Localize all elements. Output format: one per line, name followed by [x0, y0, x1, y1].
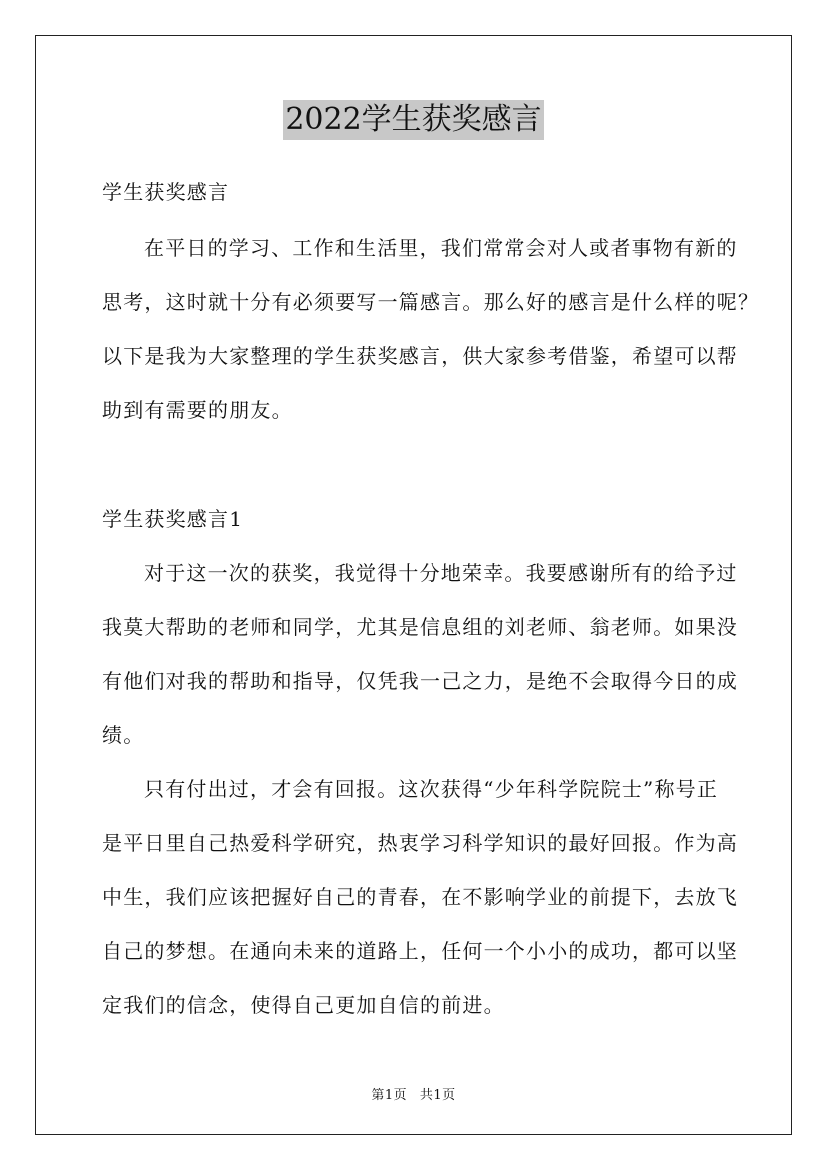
para2-line: 自己的梦想。在通向未来的道路上，任何一个小小的成功，都可以坚: [102, 939, 738, 963]
para1-line: 对于这一次的获奖，我觉得十分地荣幸。我要感谢所有的给予过: [144, 561, 738, 585]
intro-heading: 学生获奖感言: [102, 180, 230, 204]
intro-line: 助到有需要的朋友。: [102, 398, 293, 422]
para2-line: 是平日里自己热爱科学研究，热衷学习科学知识的最好回报。作为高: [102, 831, 738, 855]
para2-line: 只有付出过，才会有回报。这次获得“少年科学院院士”称号正: [144, 777, 719, 801]
section1-heading: 学生获奖感言1: [102, 507, 244, 531]
intro-line: 在平日的学习、工作和生活里，我们常常会对人或者事物有新的: [144, 236, 738, 260]
intro-line: 思考，这时就十分有必须要写一篇感言。那么好的感言是什么样的呢？: [102, 290, 760, 314]
para2-line: 中生，我们应该把握好自己的青春，在不影响学业的前提下，去放飞: [102, 885, 738, 909]
page-footer: [0, 1084, 827, 1103]
intro-line: 以下是我为大家整理的学生获奖感言，供大家参考借鉴，希望可以帮: [102, 344, 738, 368]
page-number-total: 共1页: [419, 1088, 456, 1103]
para2-line: 定我们的信念，使得自己更加自信的前进。: [102, 993, 505, 1017]
para1-line: 有他们对我的帮助和指导，仅凭我一己之力，是绝不会取得今日的成: [102, 669, 738, 693]
para1-line: 我莫大帮助的老师和同学，尤其是信息组的刘老师、翁老师。如果没: [102, 615, 738, 639]
para1-line: 绩。: [102, 723, 145, 747]
title-wrap: [0, 100, 827, 140]
document-title: 2022学生获奖感言: [283, 100, 543, 140]
page-number-current: 第1页: [371, 1088, 408, 1103]
